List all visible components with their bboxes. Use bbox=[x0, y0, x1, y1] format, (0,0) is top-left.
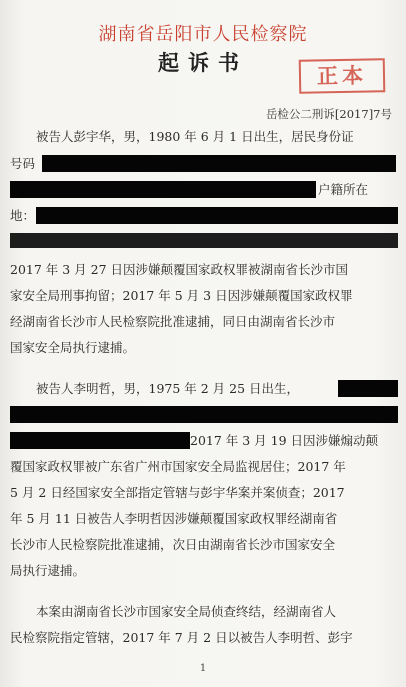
redaction-bar bbox=[338, 380, 398, 397]
text-line: 经湖南省长沙市人民检察院批准逮捕，同日由湖南省长沙市 bbox=[10, 314, 336, 329]
redaction-bar bbox=[10, 432, 190, 449]
text-line: 2017 年 3 月 27 日因涉嫌颠覆国家政权罪被湖南省长沙市国 bbox=[10, 262, 349, 277]
text-line: 地： bbox=[10, 208, 36, 223]
text-line: 覆国家政权罪被广东省广州市国家安全局监视居住；2017 年 bbox=[10, 459, 346, 474]
document-type-heading: 起诉书 bbox=[158, 50, 248, 75]
text-line: 被告人彭宇华，男，1980 年 6 月 1 日出生，居民身份证 bbox=[36, 129, 354, 144]
text-line: 本案由湖南省长沙市国家安全局侦查终结，经湖南省人 bbox=[36, 604, 337, 619]
text-line: 国家安全局执行逮捕。 bbox=[10, 340, 136, 355]
redaction-bar bbox=[42, 155, 396, 172]
text-line: 户籍所在 bbox=[318, 182, 369, 197]
document-number: 岳检公二刑诉[2017]7号 bbox=[265, 107, 392, 121]
redaction-bar bbox=[10, 181, 316, 198]
text-line: 长沙市人民检察院批准逮捕，次日由湖南省长沙市国家安全 bbox=[10, 537, 336, 552]
original-copy-stamp: 正本 bbox=[299, 58, 386, 93]
redaction-bar bbox=[10, 233, 398, 248]
text-line: 被告人李明哲，男，1975 年 2 月 25 日出生， bbox=[36, 381, 300, 396]
redaction-bar bbox=[36, 207, 398, 224]
text-line: 民检察院指定管辖，2017 年 7 月 2 日以被告人李明哲、彭宇 bbox=[10, 630, 353, 645]
text-line: 2017 年 3 月 19 日因涉嫌煽动颠 bbox=[190, 433, 379, 448]
procuratorate-title: 湖南省岳阳市人民检察院 bbox=[98, 24, 308, 45]
page-number: 1 bbox=[199, 663, 207, 674]
redaction-bar bbox=[10, 406, 398, 423]
text-line: 局执行逮捕。 bbox=[10, 563, 86, 578]
text-line: 号码 bbox=[10, 156, 36, 171]
text-line: 家安全局刑事拘留；2017 年 5 月 3 日因涉嫌颠覆国家政权罪 bbox=[10, 288, 353, 303]
text-line: 5 月 2 日经国家安全部指定管辖与彭宇华案并案侦查；2017 bbox=[10, 485, 345, 500]
text-line: 年 5 月 11 日被告人李明哲因涉嫌颠覆国家政权罪经湖南省 bbox=[10, 511, 338, 526]
